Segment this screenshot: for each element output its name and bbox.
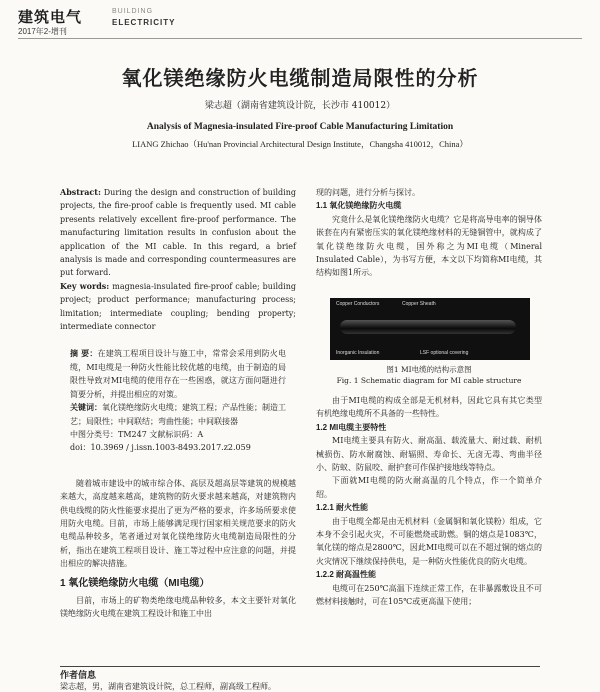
right-top-text: 现的问题，进行分析与探讨。 <box>316 188 420 197</box>
figure-caption-cn: 图1 MI电缆的结构示意图 <box>386 365 472 374</box>
issue-label: 2017年2-增刊 <box>18 27 67 36</box>
keywords-cn-label: 关键词： <box>70 402 102 413</box>
section-1-1-text: 究竟什么是氧化镁绝缘防火电缆？它是将高导电率的铜导体嵌套在内有紧密压实的氧化镁绝缘材料的无缝铜管中，就构成了氧化镁绝缘防火电缆，国外称之为MI电缆（Mineral Insulated Cable），为书写方便，本文以下均简称MI电缆，其结构如图1所示。 <box>316 214 542 278</box>
header-divider <box>18 38 582 39</box>
abstract-label: Abstract: <box>60 187 101 197</box>
section-1-2-2-text: 电缆可在250℃高温下连续正常工作，在非暴露敷设且不可燃材料接触时，可在105℃或更高温下使用； <box>316 583 542 607</box>
article-title-en: Analysis of Magnesia-insulated Fire-proof Cable Manufacturing Limitation <box>146 122 454 132</box>
footer-text: 梁志超，男，湖南省建筑设计院，总工程师，副高级工程师。 <box>60 682 276 691</box>
abstract-cn-text: 在建筑工程项目设计与施工中，常常会采用到防火电缆，MI电缆是一种防火性能比较优越的电缆，由于制造的局限性导致对MI电缆的使用存在一些困惑，就这方面问题进行简要分析，并提出相应的对策。 <box>70 349 286 399</box>
cable-drawing <box>340 320 516 334</box>
journal-brand-en: ELECTRICITY <box>112 18 176 27</box>
keywords-cn <box>60 401 296 428</box>
fig-label-conductor: Copper Conductors <box>336 301 380 307</box>
section-1-2-text: MI电缆主要具有防火、耐高温、载流量大、耐过载、耐机械损伤、防水耐腐蚀、耐辐照、寿命长、无卤无毒、弯曲半径小、防蚁、防鼠咬、耐护套可作保护接地线等特点。 <box>316 436 542 473</box>
doi-line: doi：10.3969 / j.issn.1003-8493.2017.z2.059 <box>70 443 251 453</box>
article-author: 梁志超（湖南省建筑设计院，长沙市 410012） <box>204 101 396 111</box>
section-1-heading: 1 氧化镁绝缘防火电缆（MI电缆） <box>60 577 210 589</box>
keywords-en <box>60 280 296 334</box>
right-column-top <box>316 186 542 280</box>
section-1-2-2-heading: 1.2.2 耐高温性能 <box>316 570 377 580</box>
journal-logo: 建筑电气 <box>18 8 83 26</box>
abstract-cn-label: 摘 要： <box>70 348 98 359</box>
abstract-en <box>60 186 296 280</box>
fig-label-sheath: Copper Sheath <box>402 301 436 307</box>
abstract-cn <box>60 347 296 401</box>
footer-heading: 作者信息 <box>60 670 97 680</box>
after-figure-text: 由于MI电缆的构成全部是无机材料，因此它具有其它类型有机绝缘电缆所不具备的一些特性。 <box>316 396 542 419</box>
right-column-bottom <box>316 394 542 609</box>
section-1-1-heading: 1.1 氧化镁绝缘防火电缆 <box>316 201 402 211</box>
footer-divider <box>60 666 540 667</box>
journal-brand-cn: BUILDING <box>112 8 154 15</box>
classification-line: 中图分类号：TM247 文献标识码：A <box>70 429 204 439</box>
left-column <box>60 186 296 621</box>
fig-label-lszh: LSF optional covering <box>420 350 469 356</box>
abstract-text: During the design and construction of building projects, the fire-proof cable is frequently used. MI cable presents relatively excellent fire-proof performance. The manufacturing limitation results in confusion about the application of the MI cable. In this regard, a brief analysis is made and corresponding countermeasures are put forward. <box>60 188 297 278</box>
section-1-2-1-heading: 1.2.1 耐火性能 <box>316 503 369 513</box>
fig-label-mgo: Inorganic Insulation <box>336 350 380 356</box>
section-1-2-1-text: 由于电缆全都是由无机材料（金属铜和氧化镁粉）组成，它本身不会引起火灾，不可能燃烧或助燃。铜的熔点是1083℃，氧化镁的熔点是2800℃，因此MI电缆可以在不超过铜的熔点的火灾情况下继续保持供电，是一种防火性能优良的防火电缆。 <box>316 516 542 566</box>
keywords-cn-text: 氧化镁绝缘防火电缆；建筑工程；产品性能；制造工艺；局限性；中间联结；弯曲性能；中间联接器 <box>70 403 286 426</box>
keywords-text: magnesia-insulated fire-proof cable; building project; product performance; manufacturing process; limitation; intermediate coupling; bending property; intermediate connector <box>60 281 297 332</box>
keywords-label: Key words: <box>60 280 110 291</box>
section-1-2-heading: 1.2 MI电缆主要特性 <box>316 422 387 432</box>
intro-paragraph: 随着城市建设中的城市综合体、高层及超高层等建筑的规模越来越大，高度越来越高，建筑物的防火要求越来越高，对建筑物内供电线缆的防火性能要求提出了更为严格的要求，许多场所要求使用防火电缆。目前，市场上能够满足现行国家相关规范要求的防火电缆品种较多，笔者通过对氧化镁绝缘防火电缆制造局限性的分析，指出在建筑工程项目设计、施工等过程中应注意的问题，并提出相应的解决措施。 <box>60 478 296 569</box>
section-1-2-text-2: 下面就MI电缆的防火耐高温的几个特点，作一个简单介绍。 <box>316 476 542 499</box>
section-1-text: 目前，市场上的矿物类绝缘电缆品种较多，本文主要针对氧化镁绝缘防火电缆在建筑工程设计和施工中出 <box>60 595 296 619</box>
article-author-en: LIANG Zhichao（Hu'nan Provincial Architectural Design Institute，Changsha 410012，China） <box>132 139 468 149</box>
figure-caption-en: Fig. 1 Schematic diagram for MI cable structure <box>336 376 522 385</box>
article-title: 氧化镁绝缘防火电缆制造局限性的分析 <box>121 66 479 90</box>
